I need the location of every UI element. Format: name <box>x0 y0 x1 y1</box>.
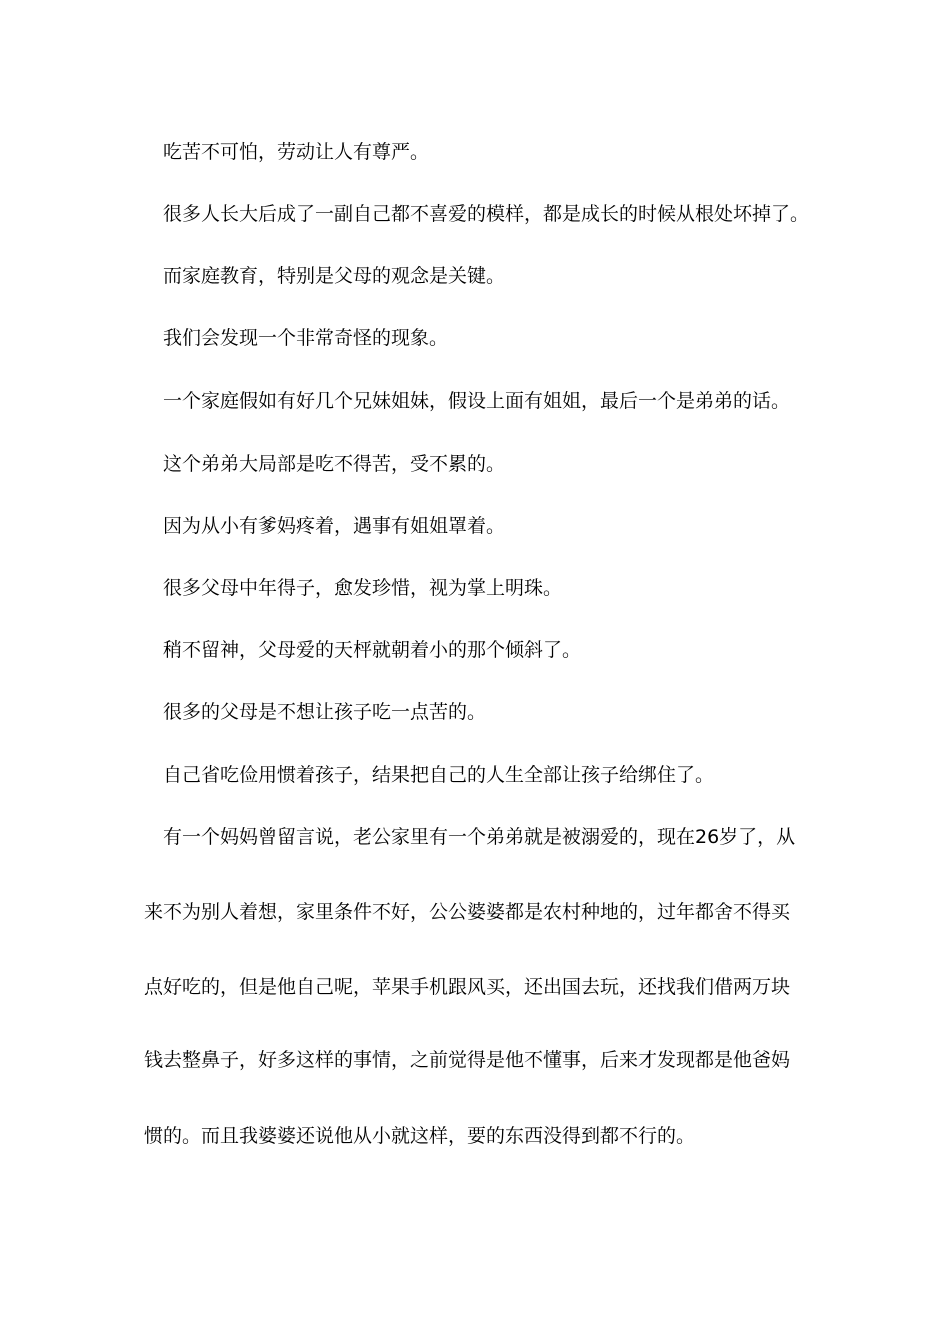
paragraph: 这个弟弟大局部是吃不得苦，受不累的。 <box>163 453 506 475</box>
paragraph: 我们会发现一个非常奇怪的现象。 <box>163 327 449 349</box>
quote-line: 来不为别人着想，家里条件不好，公公婆婆都是农村种地的，过年都舍不得买 <box>144 901 791 923</box>
paragraph: 很多父母中年得子，愈发珍惜，视为掌上明珠。 <box>163 577 563 599</box>
paragraph: 一个家庭假如有好几个兄妹姐妹，假设上面有姐姐，最后一个是弟弟的话。 <box>163 390 791 412</box>
paragraph: 吃苦不可怕，劳动让人有尊严。 <box>163 141 430 163</box>
quote-line: 钱去整鼻子，好多这样的事情，之前觉得是他不懂事，后来才发现都是他爸妈 <box>144 1049 791 1071</box>
paragraph: 自己省吃俭用惯着孩子，结果把自己的人生全部让孩子给绑住了。 <box>163 764 715 786</box>
quote-line: 惯的。而且我婆婆还说他从小就这样，要的东西没得到都不行的。 <box>144 1125 696 1147</box>
quote-line: 有一个妈妈曾留言说，老公家里有一个弟弟就是被溺爱的，现在26岁了，从 <box>163 826 796 848</box>
paragraph: 很多的父母是不想让孩子吃一点苦的。 <box>163 701 487 723</box>
quote-line: 点好吃的，但是他自己呢，苹果手机跟风买，还出国去玩，还找我们借两万块 <box>144 976 791 998</box>
paragraph: 因为从小有爹妈疼着，遇事有姐姐罩着。 <box>163 515 506 537</box>
paragraph: 而家庭教育，特别是父母的观念是关键。 <box>163 265 506 287</box>
paragraph: 稍不留神，父母爱的天枰就朝着小的那个倾斜了。 <box>163 639 582 661</box>
paragraph: 很多人长大后成了一副自己都不喜爱的模样，都是成长的时候从根处坏掉了。 <box>163 203 810 225</box>
